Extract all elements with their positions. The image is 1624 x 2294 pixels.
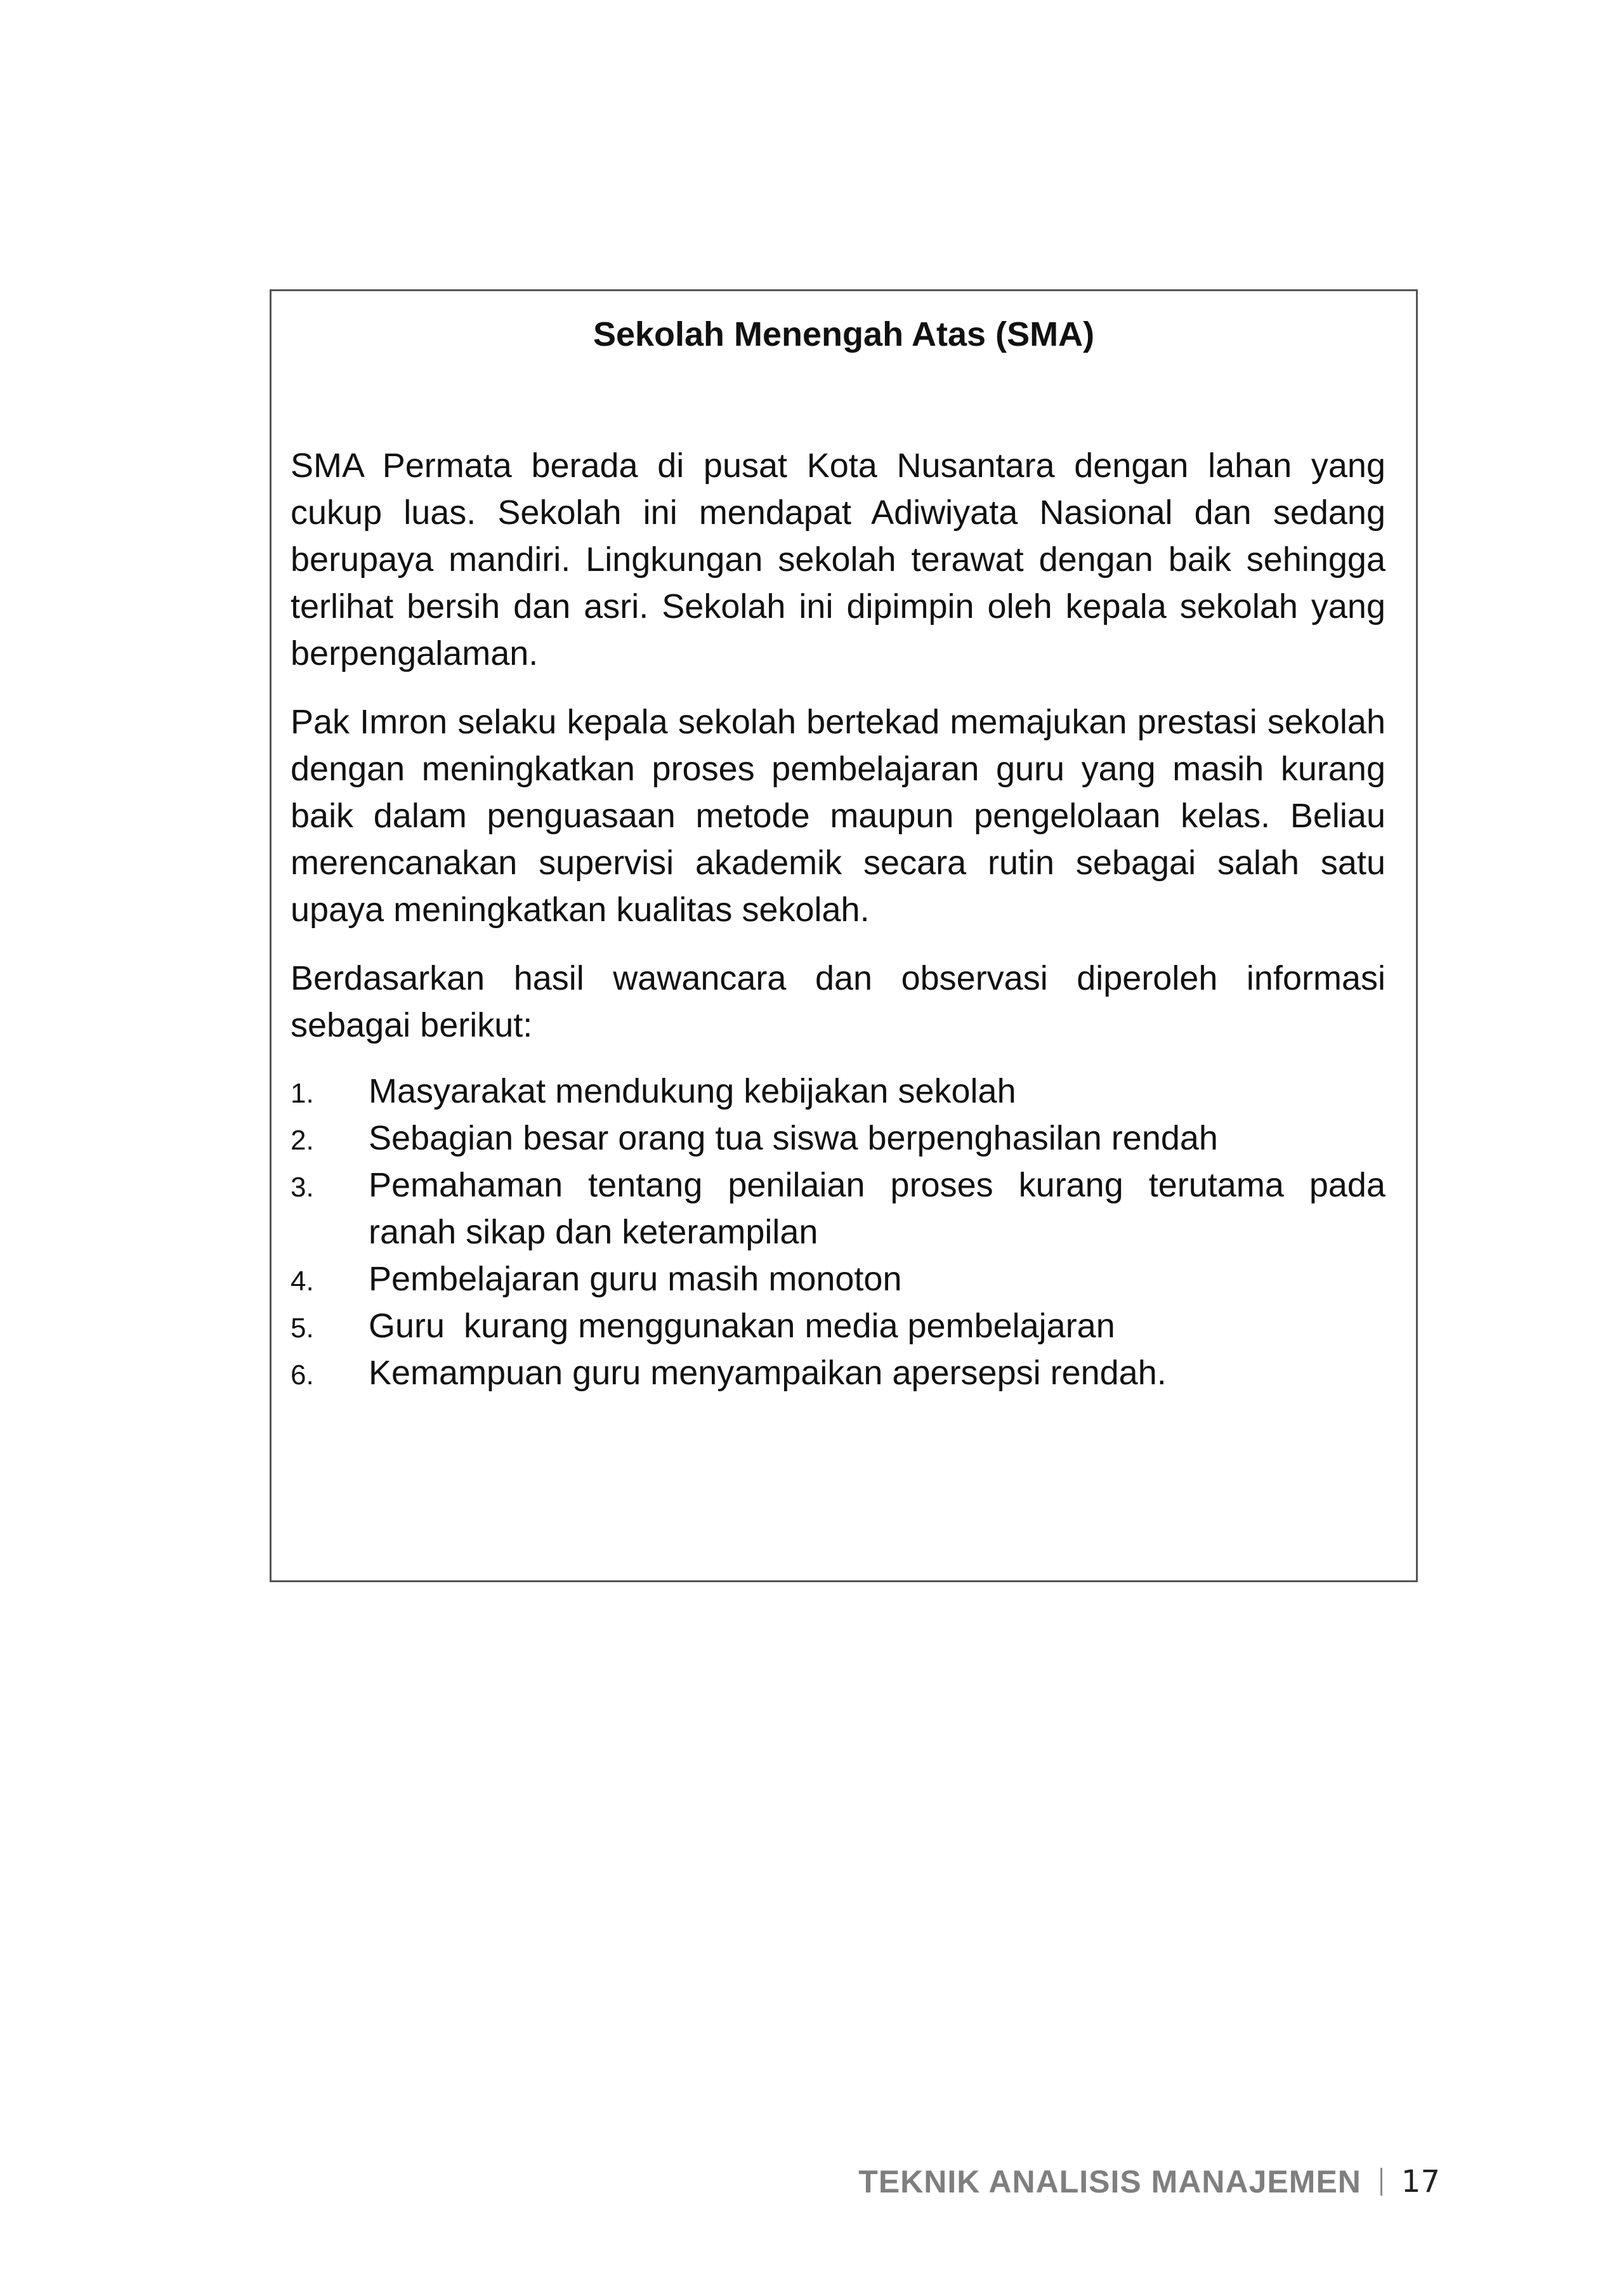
footer-divider [1380,2168,1382,2196]
list-item [291,1255,1385,1302]
list-item-text: Sebagian besar orang tua siswa berpenghasilan rendah [369,1119,1218,1157]
list-item [291,1349,1385,1396]
case-study-box [270,289,1418,1582]
list-item-number: 6. [291,1360,314,1391]
list-item-text: Kemampuan guru menyampaikan apersepsi rendah. [369,1354,1167,1392]
page-footer [858,2160,1440,2204]
list-item-number: 2. [291,1125,314,1156]
paragraph-school-profile: SMA Permata berada di pusat Kota Nusantara dengan lahan yang cukup luas. Sekolah ini mendapat Adiwiyata Nasional dan sedang berupaya mandiri. Lingkungan sekolah terawat dengan baik sehingga terlihat bersih dan asri. Sekolah ini dipimpin oleh kepala sekolah yang berpengalaman. [291,447,1385,672]
footer-book-title: TEKNIK ANALISIS MANAJEMEN [858,2164,1361,2199]
list-item [291,1115,1385,1162]
findings-list [291,1068,1385,1396]
list-item-number: 1. [291,1078,314,1109]
list-item [291,1162,1385,1255]
list-item-text: Pembelajaran guru masih monoton [369,1260,902,1298]
list-item-number: 3. [291,1172,314,1203]
list-item [291,1302,1385,1349]
list-item-text: Masyarakat mendukung kebijakan sekolah [369,1072,1016,1110]
list-item-number: 5. [291,1313,314,1344]
list-item-number: 4. [291,1266,314,1297]
page-number: 17 [1401,2164,1440,2199]
case-title: Sekolah Menengah Atas (SMA) [593,315,1095,353]
paragraph-findings-intro: Berdasarkan hasil wawancara dan observasi diperoleh informasi sebagai berikut: [291,959,1385,1044]
paragraph-principal-plan: Pak Imron selaku kepala sekolah bertekad memajukan prestasi sekolah dengan meningkatkan proses pembelajaran guru yang masih kurang baik dalam penguasaan metode maupun pengelolaan kelas. Beliau merencanakan supervisi akademik secara rutin sebagai salah satu upaya meningkatkan kualitas sekolah. [291,703,1385,929]
case-body [291,442,1385,1396]
list-item-text: Guru kurang menggunakan media pembelajaran [369,1307,1115,1345]
list-item-text: Pemahaman tentang penilaian proses kurang terutama pada ranah sikap dan keterampilan [369,1166,1385,1251]
list-item [291,1068,1385,1115]
